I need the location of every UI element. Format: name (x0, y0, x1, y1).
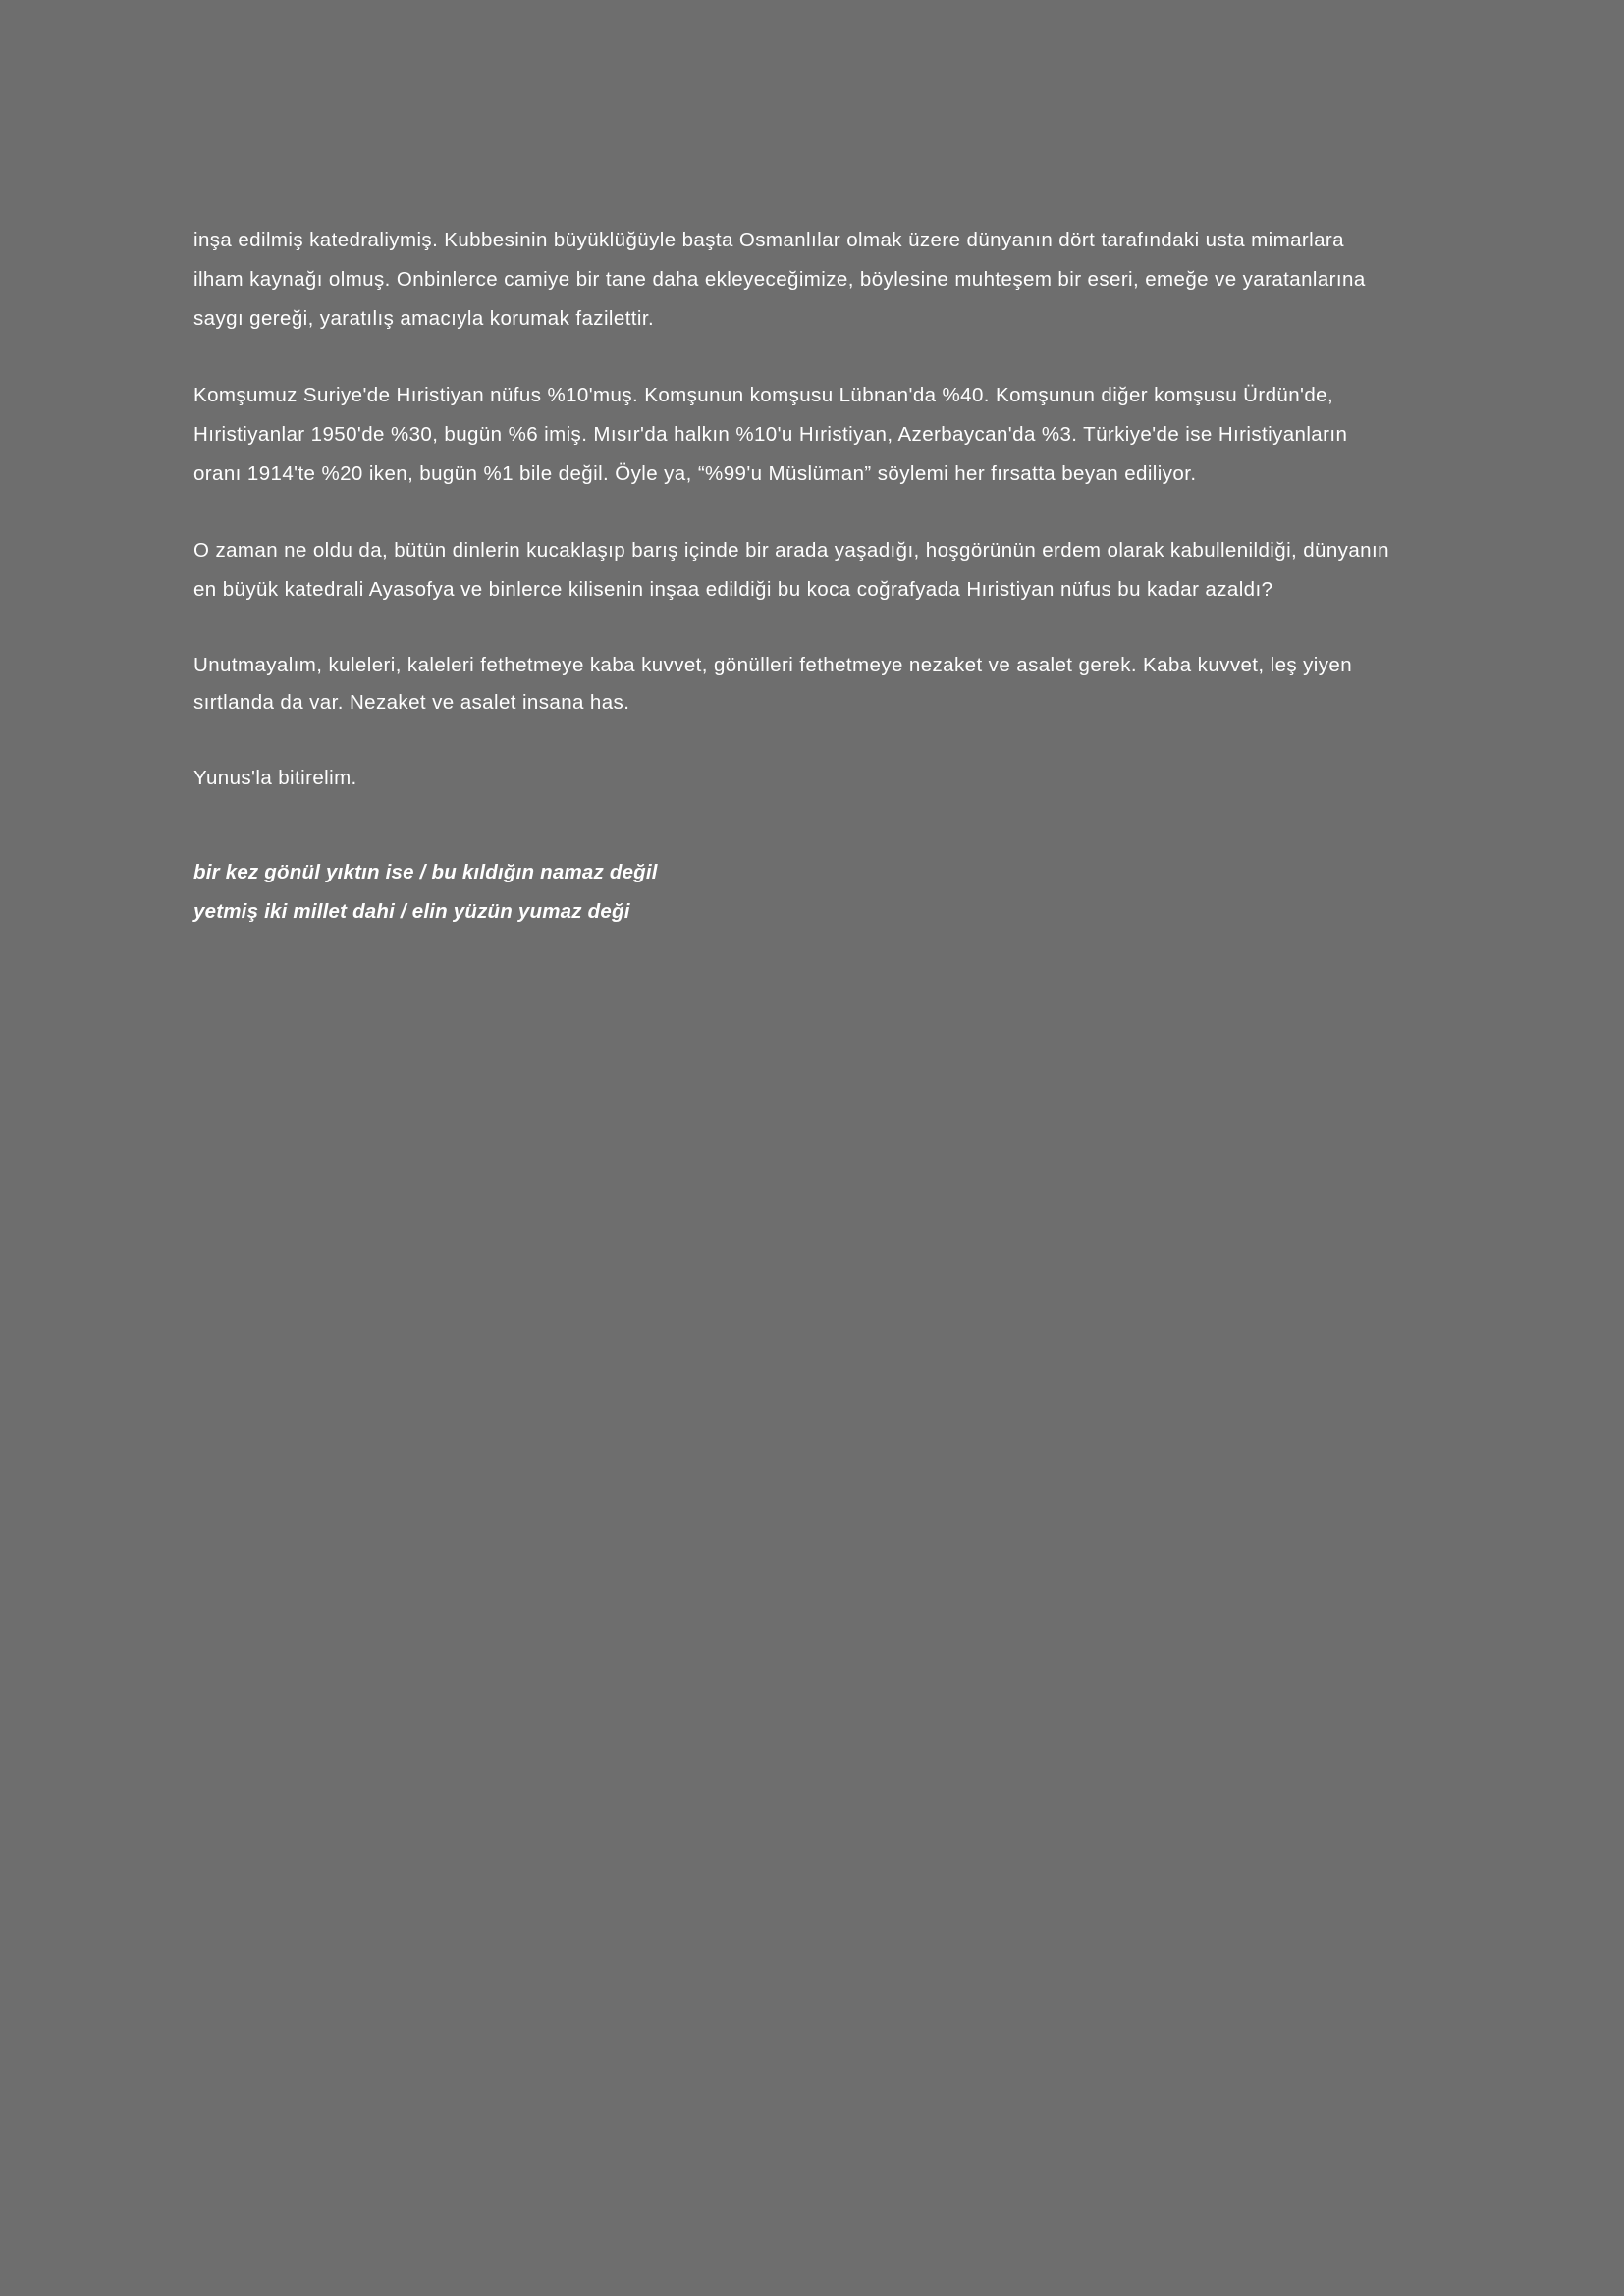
paragraph-2: Komşumuz Suriye'de Hıristiyan nüfus %10'muş. Komşunun komşusu Lübnan'da %40. Komşunun diğer komşusu Ürdün'de, Hıristiyanlar 1950'de %30, bugün %6 imiş. Mısır'da halkın %10'u Hıristiyan, Azerbaycan'da %3. Türkiye'de ise Hıristiyanların oranı 1914'te %20 iken, bugün %1 bile değil. Öyle ya, “%99'u Müslüman” söylemi her fırsatta beyan ediliyor. (193, 383, 1348, 485)
paragraph-1: inşa edilmiş katedraliymiş. Kubbesinin büyüklüğüyle başta Osmanlılar olmak üzere dünyanın dört tarafındaki usta mimarlara ilham kaynağı olmuş. Onbinlerce camiye bir tane daha ekleyeceğimize, böylesine muhteşem bir eseri, emeğe ve yaratanlarına saygı gereği, yaratılış amacıyla korumak fazilettir. (193, 229, 1366, 330)
verse-line-1: bir kez gönül yıktın ise / bu kıldığın namaz değil (193, 860, 658, 883)
document-text-body (193, 221, 1398, 932)
paragraph-3: O zaman ne oldu da, bütün dinlerin kucaklaşıp barış içinde bir arada yaşadığı, hoşgörünün erdem olarak kabullenildiği, dünyanın en büyük katedrali Ayasofya ve binlerce kilisenin inşaa edildiği bu koca coğrafyada Hıristiyan nüfus bu kadar azaldı? (193, 538, 1389, 601)
paragraph-4: Unutmayalım, kuleleri, kaleleri fethetmeye kaba kuvvet, gönülleri fethetmeye nezaket ve asalet gerek. Kaba kuvvet, leş yiyen sırtlanda da var. Nezaket ve asalet insana has. (193, 653, 1353, 714)
verse-line-2: yetmiş iki millet dahi / elin yüzün yumaz deği (193, 899, 630, 923)
verse-spacer (193, 835, 1398, 853)
paragraph-5: Yunus'la bitirelim. (193, 766, 357, 789)
